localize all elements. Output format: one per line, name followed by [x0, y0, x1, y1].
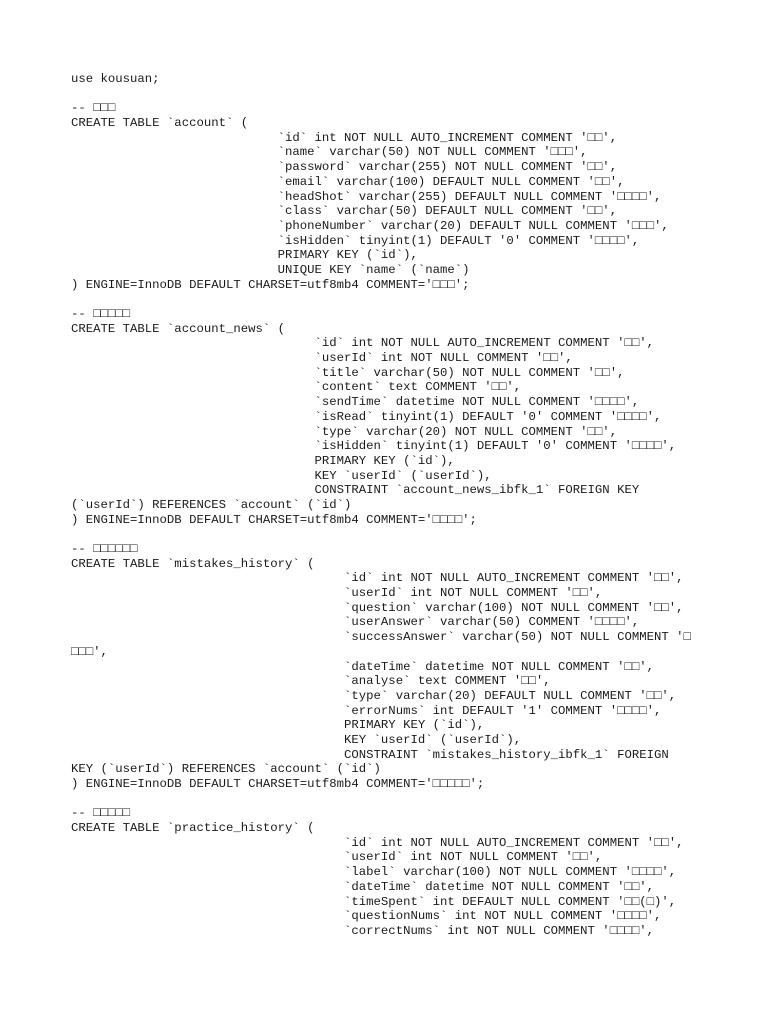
code-line: `userAnswer` varchar(50) COMMENT '□□□□',	[71, 615, 640, 630]
code-line: `errorNums` int DEFAULT '1' COMMENT '□□□□',	[71, 703, 662, 718]
code-line: CONSTRAINT `mistakes_history_ibfk_1` FOREIGN	[71, 747, 669, 762]
code-line: PRIMARY KEY (`id`),	[71, 453, 455, 468]
code-line: `class` varchar(50) DEFAULT NULL COMMENT '□□',	[71, 204, 618, 219]
code-line: KEY `userId` (`userId`),	[71, 468, 492, 483]
code-line: `sendTime` datetime NOT NULL COMMENT '□□□□',	[71, 395, 640, 410]
code-line: `userId` int NOT NULL COMMENT '□□',	[71, 351, 573, 366]
code-line: `dateTime` datetime NOT NULL COMMENT '□□',	[71, 879, 654, 894]
code-line: CREATE TABLE `account_news` (	[71, 321, 286, 336]
code-line: `userId` int NOT NULL COMMENT '□□',	[71, 850, 603, 865]
document-page	[71, 72, 711, 939]
code-line: use kousuan;	[71, 72, 160, 86]
code-line: `type` varchar(20) NOT NULL COMMENT '□□',	[71, 424, 618, 439]
code-line: -- □□□□□	[71, 806, 131, 821]
code-line	[71, 292, 711, 307]
code-line: -- □□□	[71, 101, 116, 116]
code-line: KEY (`userId`) REFERENCES `account` (`id`)	[71, 762, 381, 777]
code-line: ) ENGINE=InnoDB DEFAULT CHARSET=utf8mb4 COMMENT='□□□□';	[71, 512, 477, 527]
code-line: `userId` int NOT NULL COMMENT '□□',	[71, 586, 603, 601]
code-line	[71, 87, 711, 102]
code-line	[71, 792, 711, 807]
code-line: CREATE TABLE `practice_history` (	[71, 821, 315, 836]
code-line: `isHidden` tinyint(1) DEFAULT '0' COMMENT '□□□□',	[71, 233, 640, 248]
code-line: `successAnswer` varchar(50) NOT NULL COMMENT '□	[71, 630, 691, 645]
code-line: `id` int NOT NULL AUTO_INCREMENT COMMENT '□□',	[71, 835, 684, 850]
code-line: `title` varchar(50) NOT NULL COMMENT '□□',	[71, 365, 625, 380]
code-line: `isHidden` tinyint(1) DEFAULT '0' COMMENT '□□□□',	[71, 439, 677, 454]
code-line: `question` varchar(100) NOT NULL COMMENT '□□',	[71, 600, 684, 615]
code-line: (`userId`) REFERENCES `account` (`id`)	[71, 497, 352, 512]
code-line: `content` text COMMENT '□□',	[71, 380, 522, 395]
code-line: `timeSpent` int DEFAULT NULL COMMENT '□□(□)',	[71, 894, 677, 909]
code-line: -- □□□□□	[71, 307, 131, 321]
code-line: CREATE TABLE `mistakes_history` (	[71, 556, 315, 571]
code-line: `email` varchar(100) DEFAULT NULL COMMENT '□□',	[71, 174, 625, 189]
code-line	[71, 527, 711, 542]
code-line: □□□',	[71, 644, 108, 659]
code-line: `label` varchar(100) NOT NULL COMMENT '□□□□',	[71, 865, 677, 880]
code-line: CREATE TABLE `account` (	[71, 116, 249, 131]
code-line: PRIMARY KEY (`id`),	[71, 718, 485, 733]
code-line: `id` int NOT NULL AUTO_INCREMENT COMMENT '□□',	[71, 130, 618, 145]
code-line: `id` int NOT NULL AUTO_INCREMENT COMMENT '□□',	[71, 336, 654, 351]
code-line: CONSTRAINT `account_news_ibfk_1` FOREIGN KEY	[71, 483, 640, 498]
code-line: PRIMARY KEY (`id`),	[71, 248, 418, 263]
code-line: KEY `userId` (`userId`),	[71, 732, 522, 747]
code-line: -- □□□□□□	[71, 542, 138, 556]
code-line: `type` varchar(20) DEFAULT NULL COMMENT '□□',	[71, 688, 677, 703]
code-line: `correctNums` int NOT NULL COMMENT '□□□□',	[71, 923, 654, 938]
code-line: `name` varchar(50) NOT NULL COMMENT '□□□',	[71, 145, 588, 160]
code-line: `password` varchar(255) NOT NULL COMMENT '□□',	[71, 160, 618, 175]
code-line: `isRead` tinyint(1) DEFAULT '0' COMMENT '□□□□',	[71, 409, 662, 424]
code-line: ) ENGINE=InnoDB DEFAULT CHARSET=utf8mb4 COMMENT='□□□□□';	[71, 777, 485, 791]
code-line: `id` int NOT NULL AUTO_INCREMENT COMMENT '□□',	[71, 571, 684, 586]
code-line: `dateTime` datetime NOT NULL COMMENT '□□',	[71, 659, 654, 674]
code-line: `phoneNumber` varchar(20) DEFAULT NULL COMMENT '□□□',	[71, 218, 669, 233]
code-line: `headShot` varchar(255) DEFAULT NULL COMMENT '□□□□',	[71, 189, 662, 204]
code-line: `questionNums` int NOT NULL COMMENT '□□□□',	[71, 909, 662, 924]
code-line: UNIQUE KEY `name` (`name`)	[71, 262, 470, 277]
code-line: ) ENGINE=InnoDB DEFAULT CHARSET=utf8mb4 COMMENT='□□□';	[71, 277, 470, 292]
code-line: `analyse` text COMMENT '□□',	[71, 674, 551, 689]
sql-code-block	[71, 72, 711, 939]
